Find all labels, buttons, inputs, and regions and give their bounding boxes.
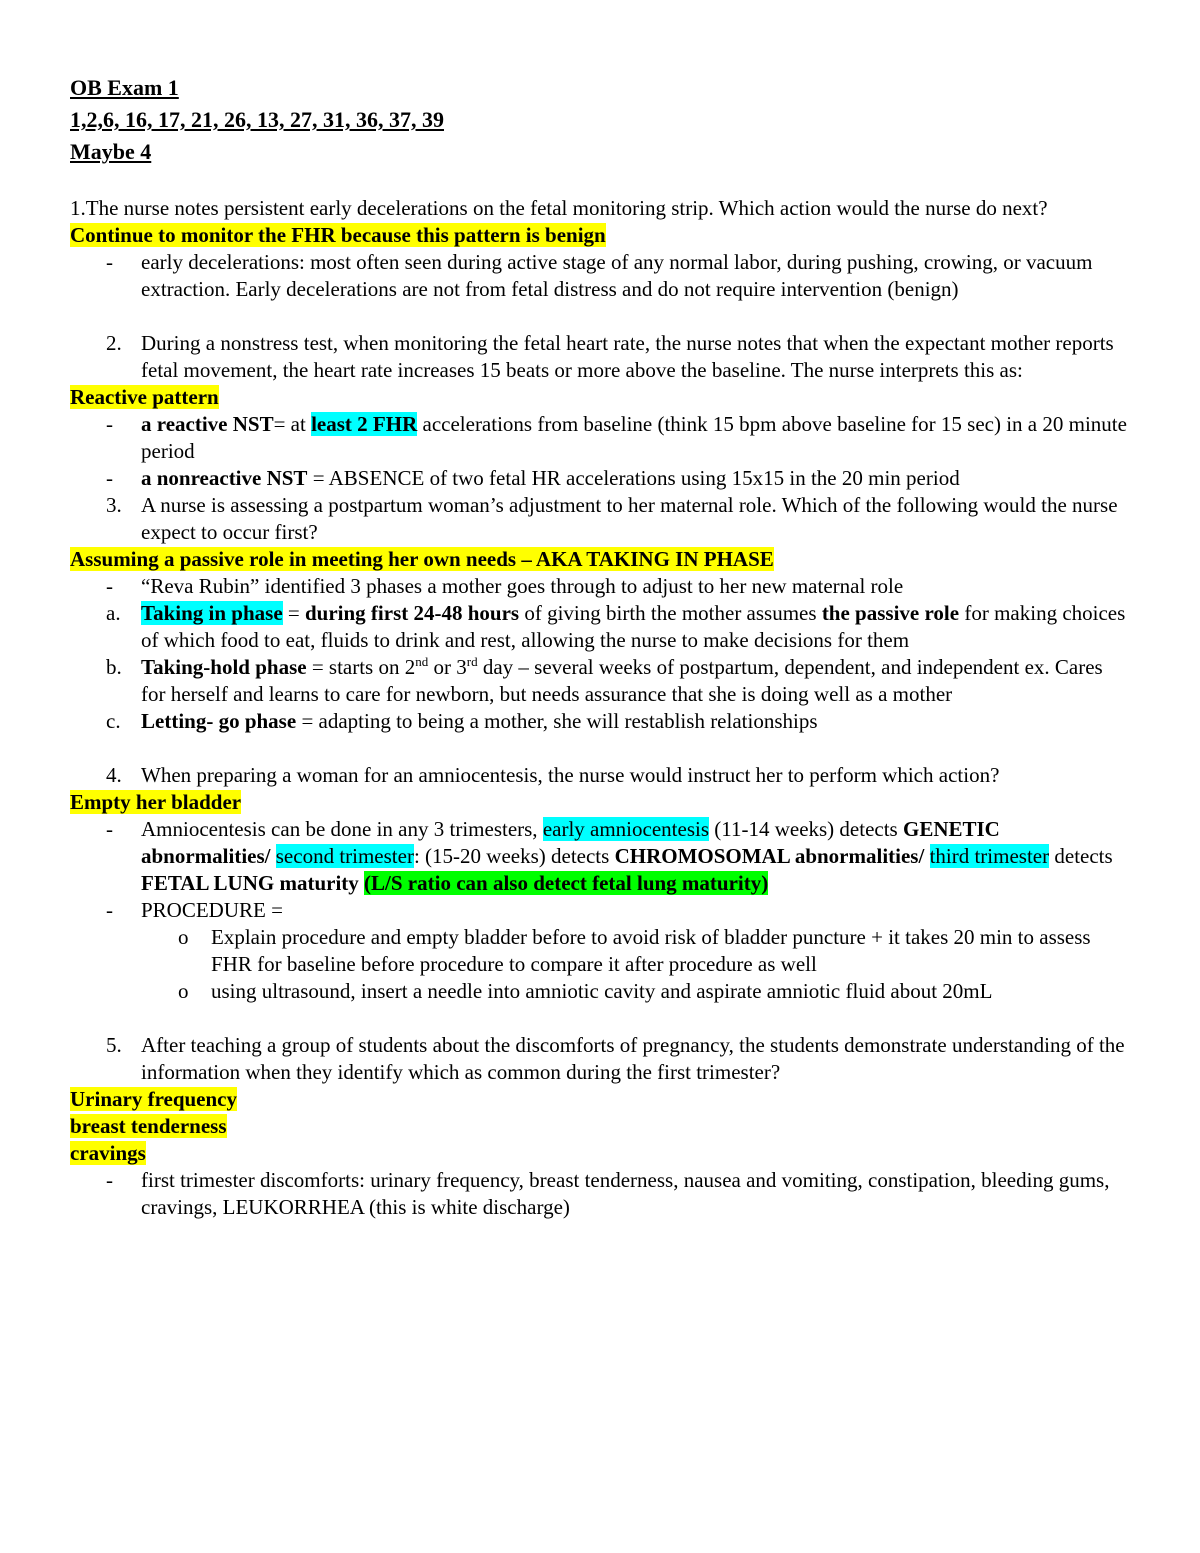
q3-question	[70, 492, 1132, 546]
q4-procedure-step1	[70, 924, 1132, 978]
q5-answer-2	[70, 1113, 1132, 1140]
q2-question	[70, 330, 1132, 384]
fetal-lung-term: FETAL LUNG maturity	[141, 871, 359, 895]
item-b-t2: or 3	[428, 655, 467, 679]
q4-answer-text: Empty her bladder	[70, 790, 242, 814]
procedure-step2-text: using ultrasound, insert a needle into amniotic cavity and aspirate amniotic fluid about 20mL	[211, 979, 993, 1003]
doc-title: OB Exam 1	[70, 75, 179, 100]
bullet-dash: -	[106, 898, 113, 922]
q5-number: 5.	[106, 1033, 122, 1057]
q4-procedure-step2	[70, 978, 1132, 1005]
item-b-sup1: nd	[415, 654, 429, 669]
q3-item-a	[70, 600, 1132, 654]
q4-question-text: When preparing a woman for an amniocentesis, the nurse would instruct her to perform which action?	[141, 763, 1000, 787]
item-b-sup2: rd	[466, 654, 478, 669]
q5-note	[70, 1167, 1132, 1221]
spacer	[70, 303, 1132, 330]
q4-procedure	[70, 897, 1132, 924]
q4-number: 4.	[106, 763, 122, 787]
q3-item-c	[70, 708, 1132, 735]
item-b-t1: = starts on 2	[306, 655, 416, 679]
q3-item-b	[70, 654, 1132, 708]
q1-answer	[70, 222, 1132, 249]
q3-number: 3.	[106, 493, 122, 517]
q4-p3	[271, 844, 276, 868]
sub-bullet-marker: o	[178, 979, 189, 1003]
q3-answer	[70, 546, 1132, 573]
bullet-dash: -	[106, 1168, 113, 1192]
q2-answer-text: Reactive pattern	[70, 385, 219, 409]
q1-question: 1.The nurse notes persistent early decelerations on the fetal monitoring strip. Which action would the nurse do next?	[70, 196, 1048, 220]
reactive-rest: accelerations from baseline (think 15 bpm above baseline for 15 sec) in a 20 minute period	[141, 412, 1127, 463]
item-b-marker: b.	[106, 655, 122, 679]
least-2-fhr-highlight: least 2 FHR	[311, 412, 418, 436]
procedure-label: PROCEDURE =	[141, 898, 283, 922]
q5-answer3-text: cravings	[70, 1141, 146, 1165]
q5-answer-1	[70, 1086, 1132, 1113]
question-numbers: 1,2,6, 16, 17, 21, 26, 13, 27, 31, 36, 37, 39	[70, 107, 444, 132]
q4-note	[70, 816, 1132, 897]
spacer	[70, 735, 1132, 762]
item-a-bold2: the passive role	[821, 601, 960, 625]
bullet-dash: -	[106, 250, 113, 274]
ls-ratio-highlight: (L/S ratio can also detect fetal lung maturity)	[364, 871, 769, 895]
q3-intro-text: “Reva Rubin” identified 3 phases a mother goes through to adjust to her new maternal role	[141, 574, 904, 598]
reactive-eq: = at	[273, 412, 312, 436]
nonreactive-rest: = ABSENCE of two fetal HR accelerations using 15x15 in the 20 min period	[307, 466, 960, 490]
reactive-nst-term: a reactive NST	[141, 412, 274, 436]
item-a-rest: for making choices of which food to eat, fluids to drink and rest, allowing the nurse to make decisions for them	[141, 601, 1126, 652]
q4-p1: Amniocentesis can be done in any 3 trimesters,	[141, 817, 543, 841]
q2-number: 2.	[106, 331, 122, 355]
q5-question-text: After teaching a group of students about the discomforts of pregnancy, the students demonstrate understanding of the information when they identify which as common during the first trimester?	[141, 1033, 1125, 1084]
q5-answer1-text: Urinary frequency	[70, 1087, 238, 1111]
item-c-rest: = adapting to being a mother, she will restablish relationships	[296, 709, 818, 733]
q2-question-text: During a nonstress test, when monitoring the fetal heart rate, the nurse notes that when the expectant mother reports fetal movement, the heart rate increases 15 beats or more above the baseline. The nurse interprets this as:	[141, 331, 1114, 382]
second-trimester-highlight: second trimester	[275, 844, 414, 868]
bullet-dash: -	[106, 412, 113, 436]
q4-p5	[924, 844, 929, 868]
q1-answer-text: Continue to monitor the FHR because this pattern is benign	[70, 223, 606, 247]
spacer	[70, 1005, 1132, 1032]
taking-hold-phase-term: Taking-hold phase	[141, 655, 307, 679]
q3-answer-text: Assuming a passive role in meeting her own needs – AKA TAKING IN PHASE	[70, 547, 774, 571]
third-trimester-highlight: third trimester	[929, 844, 1050, 868]
q5-answer2-text: breast tenderness	[70, 1114, 227, 1138]
item-b-t3: day – several weeks of postpartum, dependent, and independent ex. Cares for herself and learns to care for newborn, but needs assurance that she is doing well as a mother	[141, 655, 1103, 706]
early-amnio-highlight: early amniocentesis	[542, 817, 709, 841]
nonreactive-nst-term: a nonreactive NST	[141, 466, 308, 490]
chromosomal-term: CHROMOSOMAL abnormalities/	[614, 844, 925, 868]
q5-note-text: first trimester discomforts: urinary frequency, breast tenderness, nausea and vomiting, constipation, bleeding gums, cravings, LEUKORRHEA (this is white discharge)	[141, 1168, 1110, 1219]
item-a-mid: of giving birth the mother assumes	[519, 601, 822, 625]
item-a-marker: a.	[106, 601, 121, 625]
q3-question-text: A nurse is assessing a postpartum woman’s adjustment to her maternal role. Which of the following would the nurse expect to occur first?	[141, 493, 1118, 544]
q1-note-text: early decelerations: most often seen during active stage of any normal labor, during pushing, crowing, or vacuum extraction. Early decelerations are not from fetal distress and do not require intervention (benign)	[141, 250, 1093, 301]
q2-bullet-reactive	[70, 411, 1132, 465]
bullet-dash: -	[106, 466, 113, 490]
taking-in-phase-term: Taking in phase	[141, 601, 283, 625]
letting-go-phase-term: Letting- go phase	[141, 709, 297, 733]
genetic-term: GENETIC abnormalities/	[141, 817, 1000, 868]
maybe-line: Maybe 4	[70, 139, 152, 164]
procedure-step1-text: Explain procedure and empty bladder before to avoid risk of bladder puncture + it takes 20 min to assess FHR for baseline before procedure to compare it after procedure as well	[211, 925, 1091, 976]
q2-bullet-nonreactive	[70, 465, 1132, 492]
sub-bullet-marker: o	[178, 925, 189, 949]
q4-answer	[70, 789, 1132, 816]
q4-p6: detects	[1049, 844, 1113, 868]
bullet-dash: -	[106, 574, 113, 598]
q4-p4: : (15-20 weeks) detects	[413, 844, 615, 868]
q5-question	[70, 1032, 1132, 1086]
bullet-dash: -	[106, 817, 113, 841]
q5-answer-3	[70, 1140, 1132, 1167]
spacer	[70, 168, 1132, 195]
item-a-bold1: during first 24-48 hours	[304, 601, 520, 625]
q4-p2: (11-14 weeks) detects	[709, 817, 903, 841]
q4-question	[70, 762, 1132, 789]
item-c-marker: c.	[106, 709, 121, 733]
item-a-eq: =	[282, 601, 305, 625]
q2-answer	[70, 384, 1132, 411]
q1-note	[70, 249, 1132, 303]
q3-intro	[70, 573, 1132, 600]
